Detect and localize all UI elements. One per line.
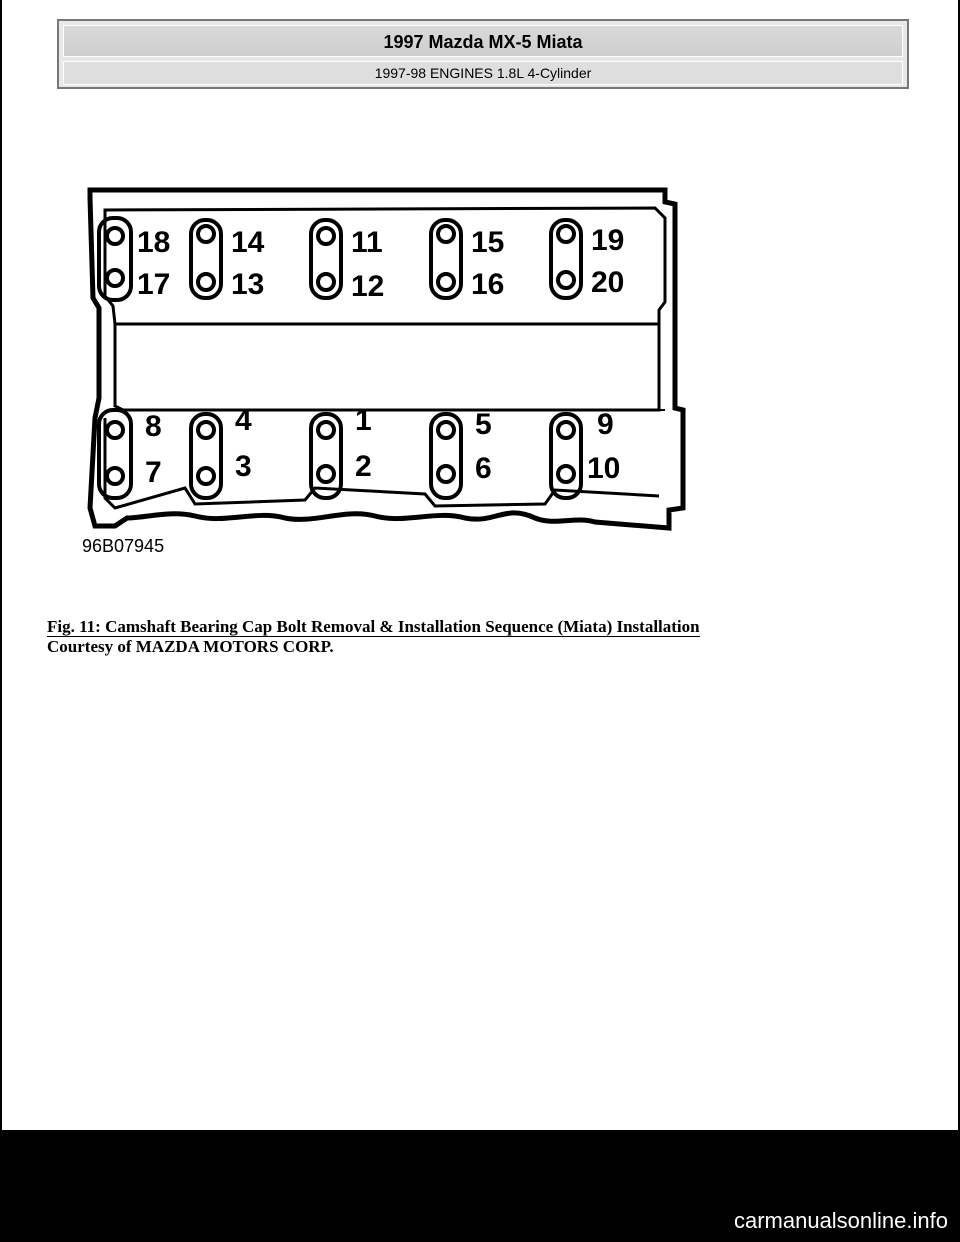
bolt-number-8: 8 (145, 410, 162, 443)
caption-title: Fig. 11: Camshaft Bearing Cap Bolt Removal & Installation Sequence (Miata) Installation (47, 617, 700, 636)
bearing-cap-top-5 (551, 220, 581, 298)
bolt-number-2: 2 (355, 450, 372, 483)
bearing-cap-bottom-3 (311, 414, 341, 498)
bolt-number-20: 20 (591, 266, 625, 299)
bearing-cap-top-2 (191, 220, 221, 298)
page-border-left (0, 0, 2, 1130)
bolt-sequence-diagram (75, 178, 715, 578)
document-header (57, 19, 909, 89)
bolt-number-4: 4 (235, 404, 252, 437)
bolt-number-13: 13 (231, 268, 265, 301)
figure-caption (47, 617, 927, 657)
bolt-number-11: 11 (351, 226, 383, 259)
bolt-number-17: 17 (137, 268, 171, 301)
bolt-number-16: 16 (471, 268, 505, 301)
bolt-number-6: 6 (475, 452, 492, 485)
bearing-cap-bottom-2 (191, 414, 221, 498)
bearing-cap-bottom-4 (431, 414, 461, 498)
bolt-number-7: 7 (145, 456, 162, 489)
bearing-cap-top-3 (311, 220, 341, 298)
bearing-cap-bottom-5 (551, 414, 581, 498)
bolt-number-3: 3 (235, 450, 252, 483)
bolt-number-12: 12 (351, 270, 385, 303)
bolt-number-14: 14 (231, 226, 265, 259)
bolt-number-5: 5 (475, 408, 492, 441)
figure-code: 96B07945 (82, 536, 165, 556)
bearing-cap-top-4 (431, 220, 461, 298)
footer-bar (0, 1130, 960, 1242)
bolt-number-10: 10 (587, 452, 621, 485)
bolt-number-15: 15 (471, 226, 505, 259)
bolt-number-19: 19 (591, 224, 625, 257)
header-subtitle: 1997-98 ENGINES 1.8L 4-Cylinder (63, 61, 903, 85)
head-inner-lower (115, 324, 659, 410)
bolt-number-18: 18 (137, 226, 171, 259)
bolt-number-9: 9 (597, 408, 614, 441)
caption-credit: Courtesy of MAZDA MOTORS CORP. (47, 637, 334, 656)
header-title: 1997 Mazda MX-5 Miata (63, 25, 903, 57)
bolt-number-1: 1 (355, 404, 372, 437)
watermark-text: carmanualsonline.info (733, 1208, 948, 1233)
